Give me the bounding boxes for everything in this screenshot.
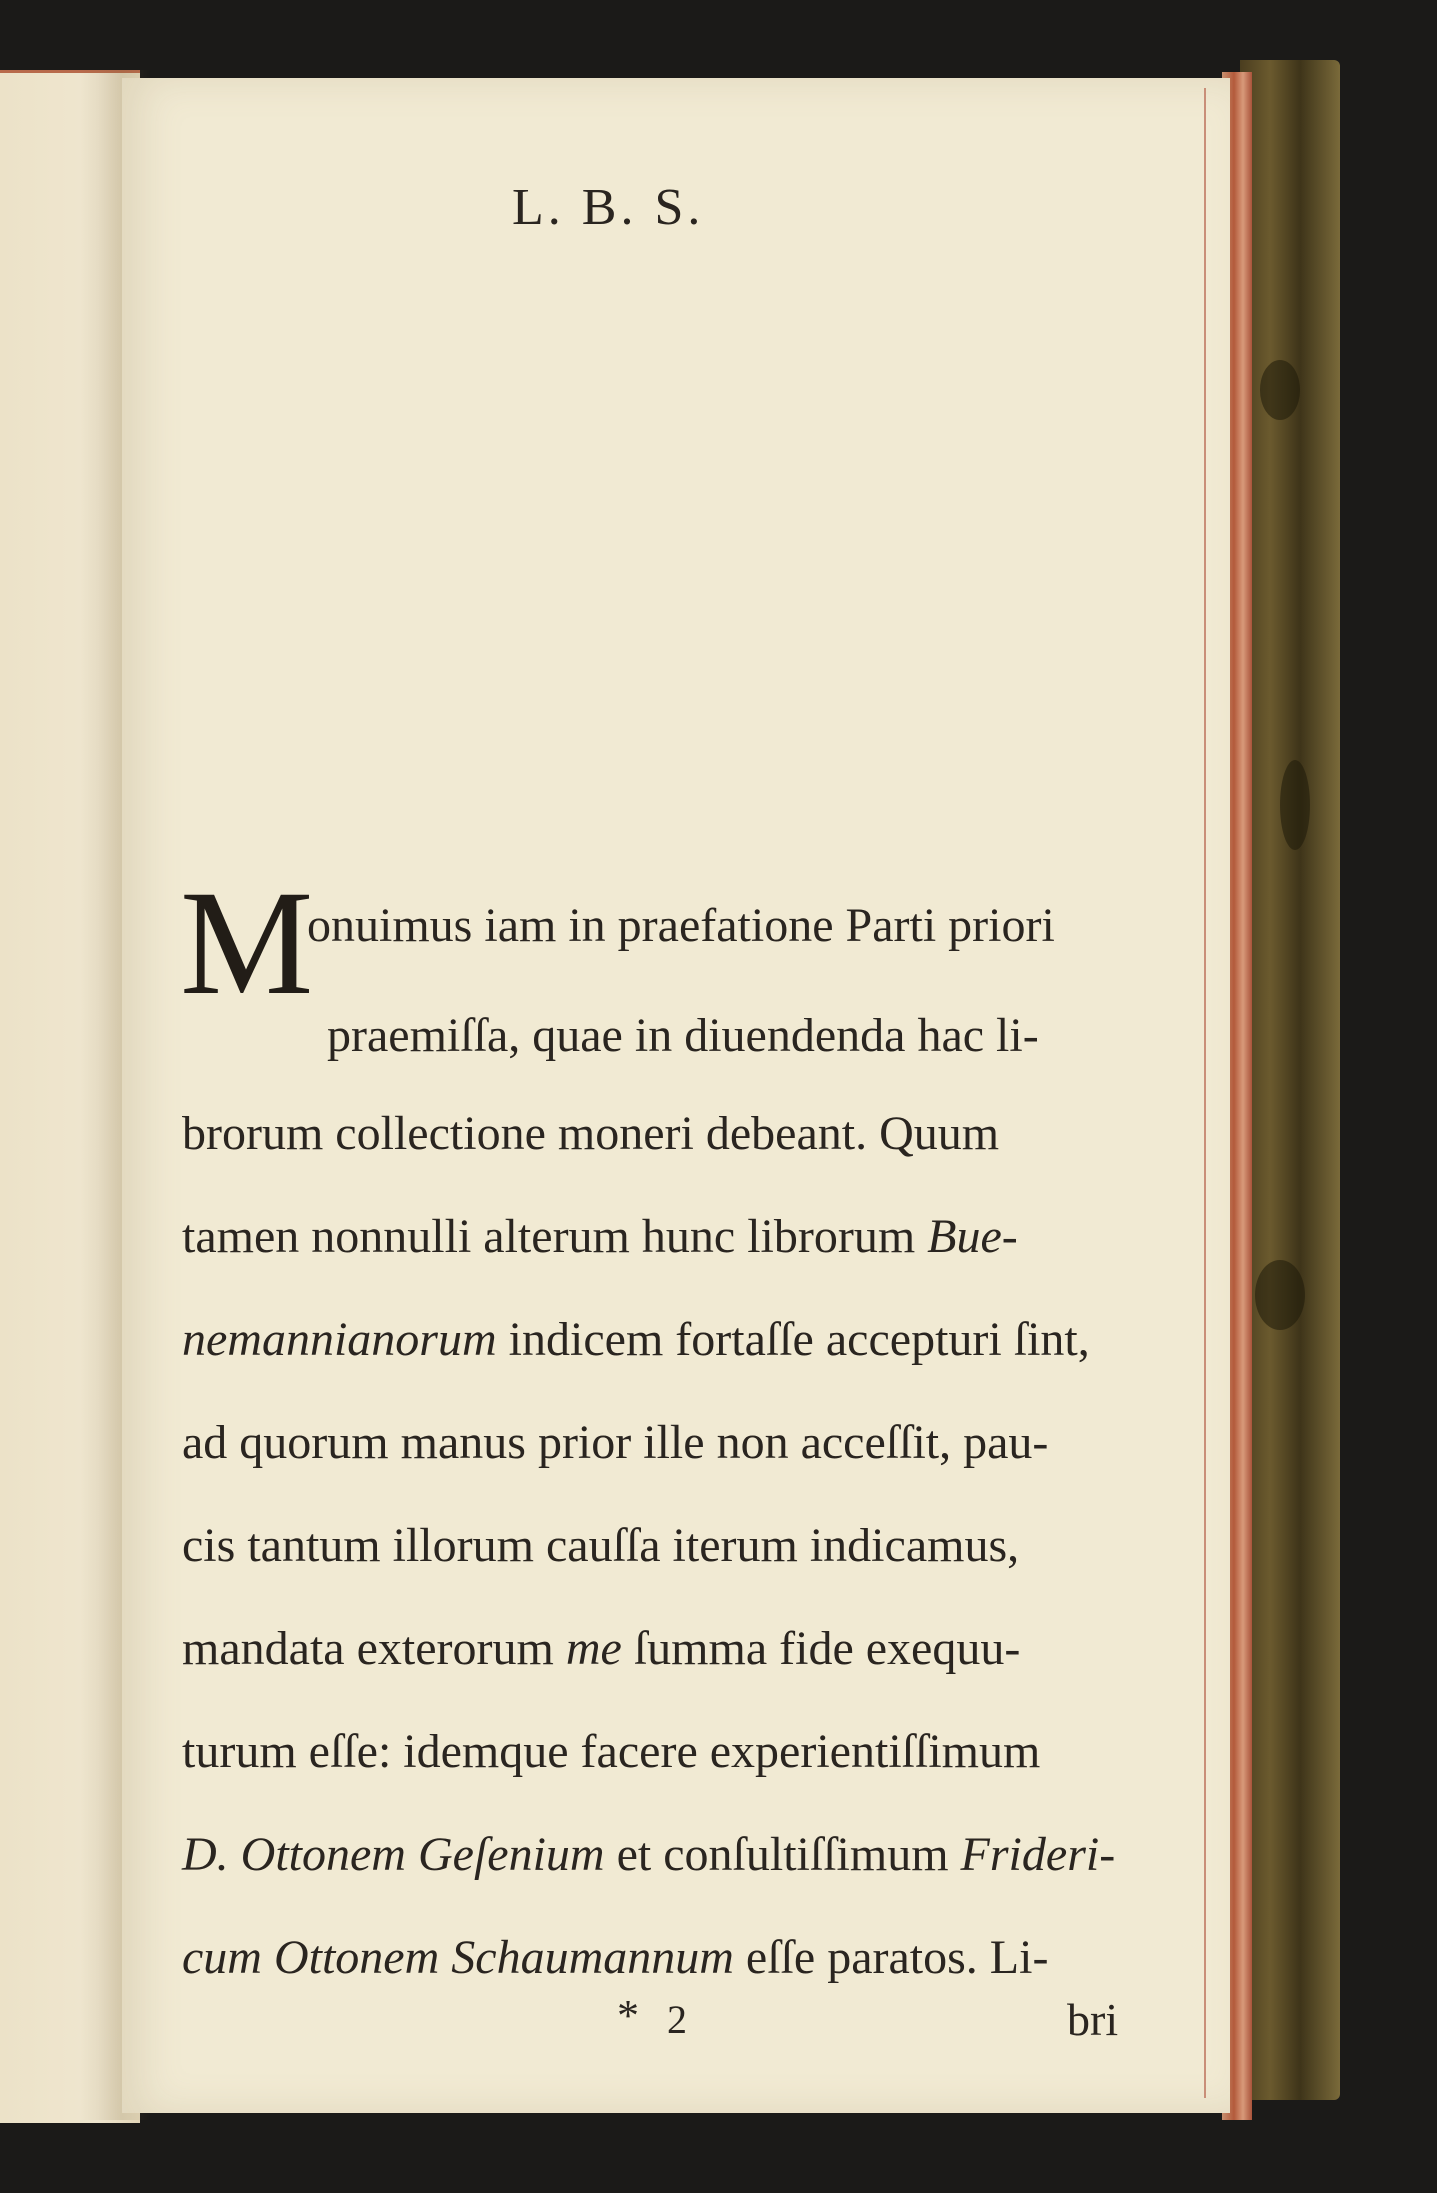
text-line <box>182 1106 999 1161</box>
text-line <box>182 1930 1048 1985</box>
text-run: cis tantum illorum cauſſa iterum indicamus, <box>182 1519 1020 1572</box>
text-run: mandata exterorum <box>182 1622 566 1675</box>
text-line <box>327 1008 1039 1063</box>
text-run: onuimus iam in praefatione Parti priori <box>307 899 1055 952</box>
text-run: ad quorum manus prior ille non acceſſit, pau- <box>182 1416 1049 1469</box>
text-run: indicem fortaſſe accepturi ſint, <box>496 1313 1090 1366</box>
text-run: ſumma fide exequu- <box>621 1622 1021 1675</box>
text-run: turum eſſe: idemque facere experientiſſimum <box>182 1725 1041 1778</box>
signature-number: 2 <box>667 1997 687 2042</box>
text-line <box>182 1724 1040 1779</box>
book-page <box>122 78 1230 2113</box>
italic-run: Bue- <box>927 1210 1018 1263</box>
text-run: eſſe paratos. Li- <box>733 1931 1049 1984</box>
italic-run: D. Ottonem Geſenium <box>182 1828 605 1881</box>
italic-run: me <box>565 1622 622 1675</box>
text-line <box>307 898 1055 953</box>
cover-marbling <box>1260 360 1300 420</box>
italic-run: nemannianorum <box>182 1313 497 1366</box>
cover-marbling <box>1280 760 1310 850</box>
text-line <box>182 1415 1048 1470</box>
text-line <box>182 1312 1090 1367</box>
text-line <box>182 1621 1020 1676</box>
cover-marbling <box>1255 1260 1305 1330</box>
text-run: tamen nonnulli alterum hunc librorum <box>182 1210 928 1263</box>
text-run: et conſultiſſimum <box>604 1828 961 1881</box>
drop-cap: M <box>180 860 314 1026</box>
page-edge-rule <box>1204 88 1206 2098</box>
book-cover <box>1240 60 1340 2100</box>
catchword: bri <box>1067 1994 1119 2045</box>
italic-run: cum Ottonem Schaumannum <box>182 1931 734 1984</box>
text-line <box>182 1209 1018 1264</box>
text-line <box>182 1518 1019 1573</box>
text-run: brorum collectione moneri debeant. Quum <box>182 1107 1000 1160</box>
page-heading: L. B. S. <box>512 179 705 236</box>
text-line <box>182 1827 1115 1882</box>
italic-run: Frideri- <box>960 1828 1116 1881</box>
text-run: praemiſſa, quae in diuendenda hac li- <box>327 1009 1039 1062</box>
signature-mark: * <box>617 1991 639 2040</box>
